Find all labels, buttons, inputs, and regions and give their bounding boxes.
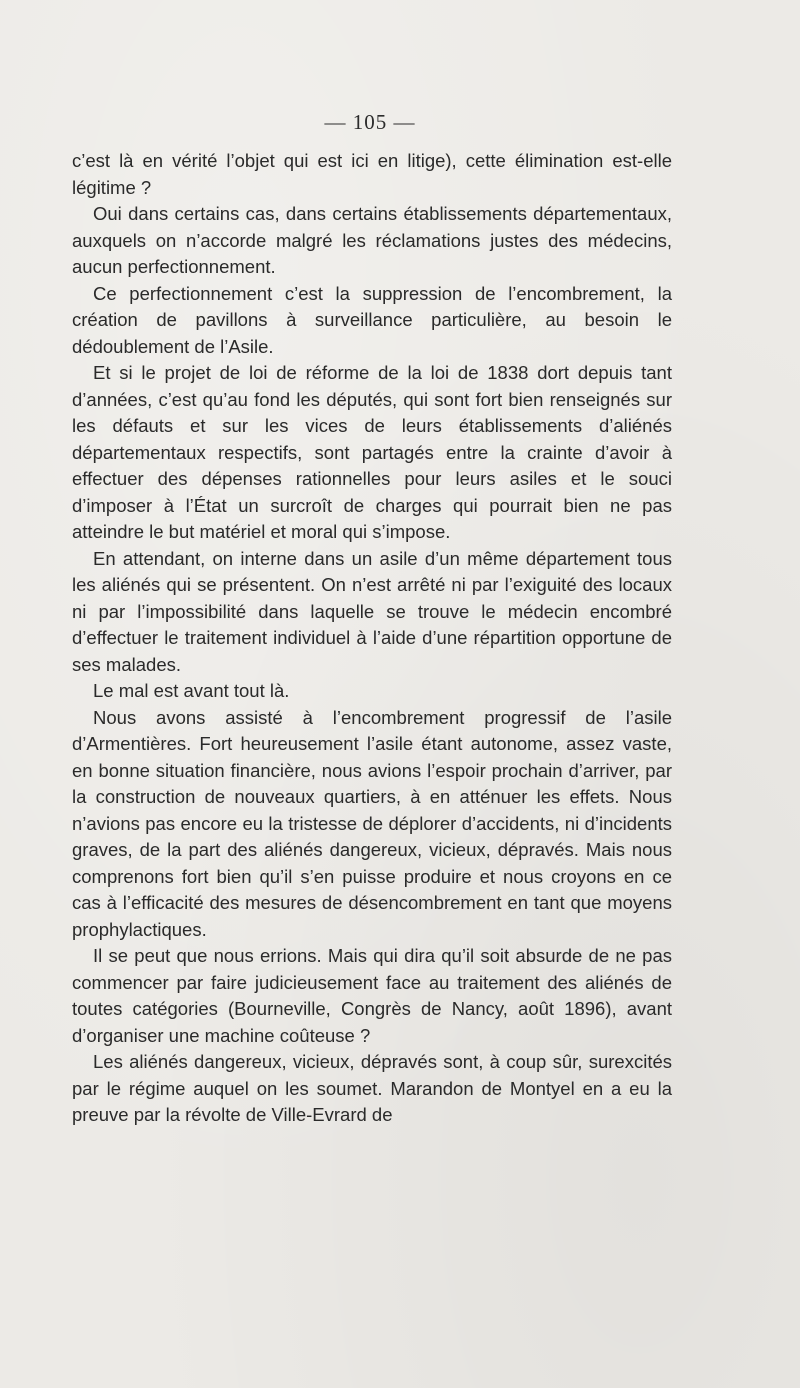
paragraph-7: Nous avons assisté à l’encombrement progressif de l’asile d’Armentières. Fort heureusement l’asile étant autonome, assez vaste, en bonne situation financière, nous avions l’espoir prochain d’arriver, par la construction de nouveaux quartiers, à en atténuer les effets. Nous n’avions pas encore eu la tristesse de déplorer d’accidents, ni d’incidents graves, de la part des aliénés dangereux, vicieux, dépravés. Mais nous comprenons fort bien qu’il s’en puisse produire et nous croyons en ce cas à l’efficacité des mesures de désencombrement en tant que moyens prophylactiques. — [72, 706, 672, 940]
paragraph-6: Le mal est avant tout là. — [93, 680, 290, 701]
paragraph-4: Et si le projet de loi de réforme de la loi de 1838 dort depuis tant d’années, c’est qu’au fond les députés, qui sont fort bien renseignés sur les défauts et sur les vices de leurs établissements d’aliénés départementaux respectifs, sont partagés entre la crainte d’avoir à effectuer des dépenses rationnelles pour leurs asiles et le souci d’imposer à l’État un surcroît de charges qui pourrait bien ne pas atteindre le but matériel et moral qui s’impose. — [72, 362, 672, 542]
paragraph-9: Les aliénés dangereux, vicieux, dépravés sont, à coup sûr, surexcités par le régime auquel on les soumet. Marandon de Montyel en a eu la preuve par la révolte de Ville-Evrard de — [72, 1051, 672, 1125]
paragraph-2: Oui dans certains cas, dans certains établissements départementaux, auxquels on n’accorde malgré les réclamations justes des médecins, aucun perfectionnement. — [72, 203, 672, 277]
paragraph-5: En attendant, on interne dans un asile d’un même département tous les aliénés qui se présentent. On n’est arrêté ni par l’exiguité des locaux ni par l’impossibilité dans laquelle se trouve le médecin encombré d’effectuer le traitement individuel à l’aide d’une répartition opportune de ses malades. — [72, 547, 672, 675]
body-text — [72, 148, 672, 1129]
paragraph-1: c’est là en vérité l’objet qui est ici en litige), cette élimination est-elle légitime ? — [72, 150, 672, 198]
paragraph-8: Il se peut que nous errions. Mais qui dira qu’il soit absurde de ne pas commencer par faire judicieusement face au traitement des aliénés de toutes catégories (Bourneville, Congrès de Nancy, août 1896), avant d’organiser une machine coûteuse ? — [72, 945, 672, 1046]
page-number: — 105 — — [324, 110, 416, 134]
paragraph-3: Ce perfectionnement c’est la suppression de l’encombrement, la création de pavillons à surveillance particulière, au besoin le dédoublement de l’Asile. — [72, 282, 672, 357]
